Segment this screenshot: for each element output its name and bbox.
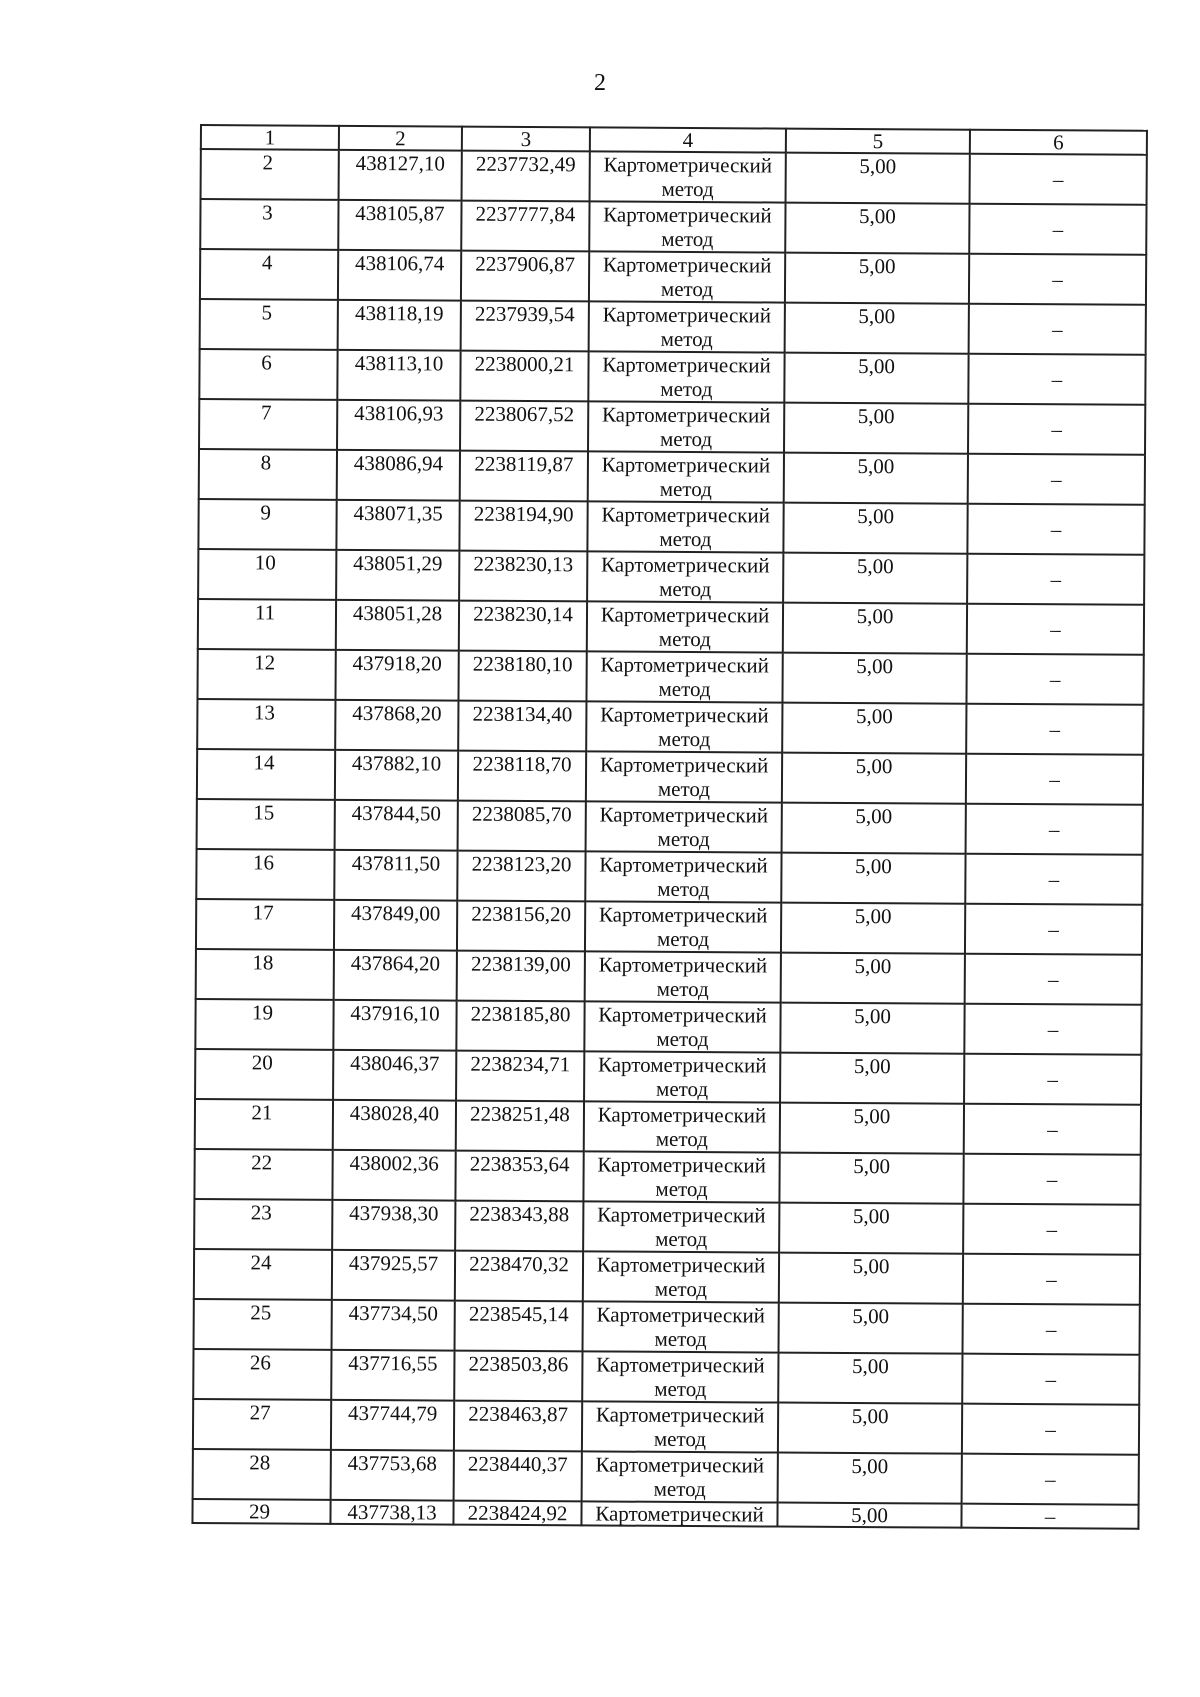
method-line-2: метод [657, 826, 710, 852]
method-line-2: метод [661, 176, 714, 202]
table-row [196, 899, 1142, 955]
method-cell [582, 1401, 778, 1452]
point-number-cell: 13 [197, 699, 335, 750]
method-line-1: Картометрический [603, 202, 772, 228]
y-coordinate-cell: 2238194,90 [459, 501, 587, 552]
table-row [199, 349, 1145, 405]
note-cell: – [961, 1504, 1138, 1529]
point-number-cell: 22 [194, 1149, 332, 1200]
note-cell: – [964, 1054, 1141, 1105]
point-number-cell: 7 [199, 399, 337, 450]
method-line-2: метод [657, 776, 711, 802]
accuracy-cell: 5,00 [780, 1053, 964, 1104]
method-line-1: Картометрический [595, 1402, 765, 1428]
method-line-1: Картометрический [599, 752, 769, 778]
accuracy-cell: 5,00 [783, 553, 967, 604]
y-coordinate-cell: 2238353,64 [455, 1151, 583, 1202]
note-cell: – [969, 254, 1146, 305]
method-line-1: Картометрический [600, 652, 770, 678]
accuracy-cell: 5,00 [784, 353, 968, 404]
y-coordinate-cell: 2238463,87 [454, 1401, 582, 1452]
column-header-2: 2 [339, 126, 462, 151]
point-number-cell: 5 [200, 299, 338, 350]
method-line-1: Картометрический [598, 1002, 767, 1028]
method-cell [587, 601, 783, 652]
table-row [200, 199, 1146, 255]
accuracy-cell: 5,00 [785, 303, 969, 354]
table-row [193, 1399, 1139, 1455]
y-coordinate-cell: 2237906,87 [461, 251, 589, 302]
method-line-1: Картометрический [598, 902, 768, 928]
y-coordinate-cell: 2238085,70 [458, 801, 586, 852]
x-coordinate-cell: 438118,19 [338, 300, 461, 351]
accuracy-cell: 5,00 [785, 253, 969, 304]
y-coordinate-cell: 2238123,20 [457, 851, 585, 902]
method-cell [584, 1051, 780, 1102]
table-row [200, 249, 1146, 305]
method-cell [584, 1001, 780, 1052]
point-number-cell: 4 [200, 249, 338, 300]
method-cell: Картометрический [581, 1501, 777, 1526]
method-cell [583, 1201, 779, 1252]
x-coordinate-cell: 437716,55 [331, 1350, 454, 1401]
table-row [193, 1349, 1139, 1405]
method-line-1: Картометрический [597, 1102, 767, 1128]
method-cell [582, 1351, 778, 1402]
table-row [197, 649, 1143, 705]
x-coordinate-cell: 438028,40 [333, 1100, 456, 1151]
method-line-2: метод [657, 876, 710, 902]
table-row [198, 549, 1144, 605]
method-line-1: Картометрический [602, 302, 772, 328]
method-cell [587, 501, 783, 552]
point-number-cell: 29 [192, 1499, 330, 1524]
y-coordinate-cell: 2238185,80 [456, 1001, 584, 1052]
method-line-2: метод [659, 526, 712, 552]
accuracy-cell: 5,00 [784, 403, 968, 454]
table-row [197, 799, 1143, 855]
x-coordinate-cell: 438086,94 [337, 450, 460, 501]
method-cell [586, 751, 782, 802]
point-number-cell: 19 [195, 999, 333, 1050]
method-cell [583, 1251, 779, 1302]
method-line-2: метод [659, 576, 712, 602]
y-coordinate-cell: 2238180,10 [458, 651, 586, 702]
x-coordinate-cell: 437916,10 [333, 1000, 456, 1051]
note-cell: – [965, 904, 1142, 955]
method-line-2: метод [654, 1326, 707, 1352]
note-cell: – [965, 954, 1142, 1005]
note-cell: – [963, 1154, 1140, 1205]
point-number-cell: 3 [200, 199, 338, 250]
accuracy-cell: 5,00 [783, 503, 967, 554]
method-line-2: метод [655, 1226, 708, 1252]
note-cell: – [968, 404, 1145, 455]
point-number-cell: 16 [196, 849, 334, 900]
method-line-1: Картометрический [597, 1152, 766, 1178]
method-cell [585, 851, 781, 902]
method-cell [589, 201, 785, 252]
method-line-2: метод [654, 1276, 708, 1302]
note-cell: – [963, 1254, 1140, 1305]
point-number-cell: 23 [194, 1199, 332, 1250]
method-line-2: метод [659, 476, 712, 502]
column-header-1: 1 [201, 125, 339, 150]
accuracy-cell: 5,00 [782, 753, 966, 804]
y-coordinate-cell: 2238000,21 [460, 351, 588, 402]
point-number-cell: 21 [195, 1099, 333, 1150]
method-line-1: Картометрический [596, 1252, 766, 1278]
note-cell: – [966, 654, 1143, 705]
point-number-cell: 28 [193, 1449, 331, 1500]
point-number-cell: 20 [195, 1049, 333, 1100]
point-number-cell: 9 [198, 499, 336, 550]
column-header-4: 4 [590, 127, 786, 152]
y-coordinate-cell: 2238230,14 [459, 601, 587, 652]
x-coordinate-cell: 437849,00 [334, 900, 457, 951]
method-line-2: метод [655, 1076, 709, 1102]
method-line-1: Картометрический [599, 802, 769, 828]
accuracy-cell: 5,00 [782, 653, 966, 704]
x-coordinate-cell: 437738,13 [330, 1500, 453, 1525]
method-cell [588, 401, 784, 452]
table-row [198, 499, 1144, 555]
method-cell [588, 451, 784, 502]
note-cell: – [962, 1404, 1139, 1455]
method-cell [589, 251, 785, 302]
accuracy-cell: 5,00 [781, 953, 965, 1004]
column-header-3: 3 [462, 127, 590, 152]
method-line-2: метод [659, 426, 713, 452]
point-number-cell: 14 [197, 749, 335, 800]
accuracy-cell: 5,00 [781, 853, 965, 904]
method-cell [587, 551, 783, 602]
method-line-2: метод [653, 1476, 706, 1502]
method-line-1: Картометрический [596, 1352, 765, 1378]
point-number-cell: 18 [196, 949, 334, 1000]
column-header-5: 5 [786, 129, 970, 154]
method-line-1: Картометрический [600, 602, 770, 628]
x-coordinate-cell: 438071,35 [336, 500, 459, 551]
point-number-cell: 10 [198, 549, 336, 600]
accuracy-cell: 5,00 [786, 153, 970, 204]
note-cell: – [963, 1204, 1140, 1255]
column-header-6: 6 [970, 130, 1147, 155]
method-line-1: Картометрический [601, 502, 770, 528]
y-coordinate-cell: 2238134,40 [458, 701, 586, 752]
x-coordinate-cell: 438113,10 [337, 350, 460, 401]
method-line-1: Картометрический [597, 1202, 766, 1228]
table-row [192, 1499, 1138, 1529]
accuracy-cell: 5,00 [778, 1403, 962, 1454]
method-line-1: Картометрический [603, 152, 773, 178]
method-line-1: Картометрический [601, 452, 771, 478]
method-line-2: метод [658, 676, 711, 702]
method-line-1: Картометрический [596, 1302, 766, 1328]
table-row [197, 749, 1143, 805]
x-coordinate-cell: 437868,20 [335, 700, 458, 751]
method-cell [585, 901, 781, 952]
y-coordinate-cell: 2238067,52 [460, 401, 588, 452]
method-line-1: Картометрический [602, 352, 771, 378]
accuracy-cell: 5,00 [779, 1153, 963, 1204]
y-coordinate-cell: 2238118,70 [458, 751, 586, 802]
method-cell [589, 301, 785, 352]
method-cell [583, 1151, 779, 1202]
note-cell: – [963, 1304, 1140, 1355]
x-coordinate-cell: 438127,10 [339, 150, 462, 201]
y-coordinate-cell: 2238230,13 [459, 551, 587, 602]
y-coordinate-cell: 2238503,86 [454, 1351, 582, 1402]
accuracy-cell: 5,00 [779, 1303, 963, 1354]
method-line-2: метод [658, 626, 711, 652]
method-cell [582, 1451, 778, 1502]
y-coordinate-cell: 2237777,84 [461, 201, 589, 252]
note-cell: – [970, 154, 1147, 205]
x-coordinate-cell: 437864,20 [334, 950, 457, 1001]
x-coordinate-cell: 438106,93 [337, 400, 460, 451]
table-row [201, 149, 1147, 205]
table-row [195, 1049, 1141, 1105]
accuracy-cell: 5,00 [779, 1253, 963, 1304]
table-row [194, 1199, 1140, 1255]
method-line-1: Картометрический [601, 402, 771, 428]
table-row [195, 999, 1141, 1055]
method-line-2: метод [656, 926, 710, 952]
x-coordinate-cell: 437744,79 [331, 1400, 454, 1451]
note-cell: – [965, 854, 1142, 905]
method-line-1: Картометрический [595, 1452, 765, 1478]
method-cell [583, 1301, 779, 1352]
method-line-2: метод [655, 1176, 708, 1202]
accuracy-cell: 5,00 [778, 1353, 962, 1404]
y-coordinate-cell: 2238119,87 [460, 451, 588, 502]
accuracy-cell: 5,00 [782, 803, 966, 854]
method-line-2: метод [656, 976, 709, 1002]
y-coordinate-cell: 2238424,92 [453, 1501, 581, 1526]
table-row [193, 1449, 1139, 1505]
accuracy-cell: 5,00 [778, 1453, 962, 1504]
table-row [198, 599, 1144, 655]
point-number-cell: 8 [199, 449, 337, 500]
x-coordinate-cell: 437938,30 [332, 1200, 455, 1251]
point-number-cell: 27 [193, 1399, 331, 1450]
table-row [196, 849, 1142, 905]
point-number-cell: 26 [193, 1349, 331, 1400]
point-number-cell: 6 [199, 349, 337, 400]
method-line-1: Картометрический [600, 702, 769, 728]
x-coordinate-cell: 437844,50 [335, 800, 458, 851]
note-cell: – [967, 554, 1144, 605]
y-coordinate-cell: 2238343,88 [455, 1201, 583, 1252]
x-coordinate-cell: 438002,36 [332, 1150, 455, 1201]
table-row [195, 1099, 1141, 1155]
table-row [200, 299, 1146, 355]
method-cell [586, 651, 782, 702]
method-cell [588, 351, 784, 402]
note-cell: – [962, 1454, 1139, 1505]
accuracy-cell: 5,00 [782, 703, 966, 754]
point-number-cell: 11 [198, 599, 336, 650]
x-coordinate-cell: 438046,37 [333, 1050, 456, 1101]
point-number-cell: 24 [194, 1249, 332, 1300]
accuracy-cell: 5,00 [780, 1003, 964, 1054]
point-number-cell: 17 [196, 899, 334, 950]
point-number-cell: 12 [197, 649, 335, 700]
note-cell: – [966, 704, 1143, 755]
point-number-cell: 25 [194, 1299, 332, 1350]
method-cell [590, 151, 786, 202]
note-cell: – [969, 304, 1146, 355]
x-coordinate-cell: 437734,50 [332, 1300, 455, 1351]
y-coordinate-cell: 2238440,37 [454, 1451, 582, 1502]
x-coordinate-cell: 438051,29 [336, 550, 459, 601]
page-number: 2 [594, 70, 606, 96]
method-line-1: Картометрический [599, 852, 768, 878]
method-line-2: метод [660, 276, 714, 302]
method-cell [586, 801, 782, 852]
note-cell: – [964, 1004, 1141, 1055]
accuracy-cell: 5,00 [780, 1103, 964, 1154]
accuracy-cell: 5,00 [777, 1503, 961, 1528]
accuracy-cell: 5,00 [784, 453, 968, 504]
method-line-1: Картометрический [598, 952, 768, 978]
method-line-2: метод [653, 1426, 707, 1452]
y-coordinate-cell: 2238156,20 [457, 901, 585, 952]
table-row [194, 1149, 1140, 1205]
y-coordinate-cell: 2238234,71 [456, 1051, 584, 1102]
x-coordinate-cell: 437918,20 [335, 650, 458, 701]
y-coordinate-cell: 2238251,48 [456, 1101, 584, 1152]
note-cell: – [966, 754, 1143, 805]
note-cell: – [966, 804, 1143, 855]
method-line-2: метод [654, 1376, 707, 1402]
note-cell: – [967, 504, 1144, 555]
x-coordinate-cell: 437882,10 [335, 750, 458, 801]
point-number-cell: 15 [197, 799, 335, 850]
note-cell: – [962, 1354, 1139, 1405]
x-coordinate-cell: 438106,74 [338, 250, 461, 301]
table-body [192, 149, 1146, 1529]
x-coordinate-cell: 437753,68 [331, 1450, 454, 1501]
method-line-1: Картометрический [602, 252, 772, 278]
table-row [199, 449, 1145, 505]
coordinates-table [191, 124, 1148, 1530]
y-coordinate-cell: 2238545,14 [455, 1301, 583, 1352]
note-cell: – [964, 1104, 1141, 1155]
x-coordinate-cell: 437811,50 [334, 850, 457, 901]
note-cell: – [967, 604, 1144, 655]
y-coordinate-cell: 2238470,32 [455, 1251, 583, 1302]
note-cell: – [968, 454, 1145, 505]
x-coordinate-cell: 438105,87 [338, 200, 461, 251]
table-row [199, 399, 1145, 455]
accuracy-cell: 5,00 [785, 203, 969, 254]
method-cell [586, 701, 782, 752]
table-row [194, 1249, 1140, 1305]
method-line-2: метод [660, 326, 713, 352]
note-cell: – [969, 204, 1146, 255]
note-cell: – [968, 354, 1145, 405]
x-coordinate-cell: 437925,57 [332, 1250, 455, 1301]
method-line-2: метод [660, 376, 713, 402]
method-line-2: метод [661, 226, 714, 252]
table-row [194, 1299, 1140, 1355]
method-line-1: Картометрический [601, 552, 770, 578]
table-row [196, 949, 1142, 1005]
method-line-2: метод [656, 1026, 709, 1052]
accuracy-cell: 5,00 [779, 1203, 963, 1254]
accuracy-cell: 5,00 [781, 903, 965, 954]
method-line-2: метод [658, 726, 711, 752]
y-coordinate-cell: 2237939,54 [461, 301, 589, 352]
y-coordinate-cell: 2237732,49 [462, 151, 590, 202]
method-cell [584, 1101, 780, 1152]
x-coordinate-cell: 438051,28 [336, 600, 459, 651]
method-line-1: Картометрический [597, 1052, 767, 1078]
point-number-cell: 2 [201, 149, 339, 200]
y-coordinate-cell: 2238139,00 [457, 951, 585, 1002]
method-cell [585, 951, 781, 1002]
method-line-2: метод [655, 1126, 708, 1152]
accuracy-cell: 5,00 [783, 603, 967, 654]
table-row [197, 699, 1143, 755]
